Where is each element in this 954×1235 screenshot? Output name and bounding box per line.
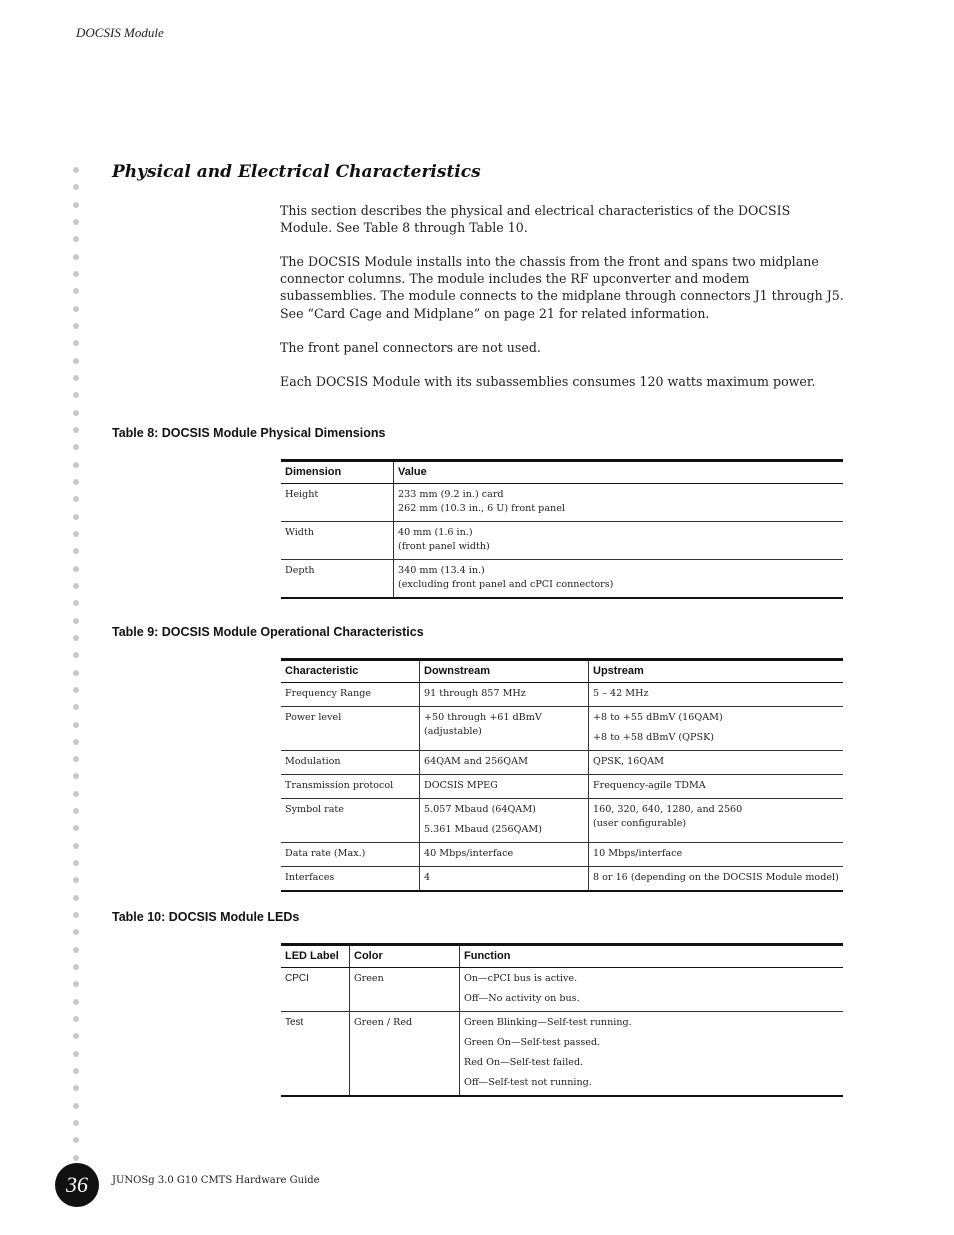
upstream-cell-line: Frequency-agile TDMA [593, 780, 706, 791]
led-function-cell-line: On—cPCI bus is active. [464, 973, 578, 984]
margin-dot-rule [73, 167, 81, 1172]
margin-dot [73, 1033, 79, 1039]
table-row [281, 683, 843, 707]
margin-dot [73, 825, 79, 831]
downstream-cell [420, 799, 589, 843]
downstream-cell-line: (adjustable) [424, 726, 482, 737]
margin-dot [73, 202, 79, 208]
upstream-cell [589, 843, 844, 867]
table-row [281, 707, 843, 751]
upstream-cell [589, 867, 844, 892]
connectors-paragraph: The front panel connectors are not used. [280, 340, 541, 355]
table-row [281, 484, 843, 522]
value-cell-line: 40 mm (1.6 in.) [398, 527, 473, 538]
margin-dot [73, 635, 79, 641]
margin-dot [73, 981, 79, 987]
table10-caption: Table 10: DOCSIS Module LEDs [112, 910, 300, 924]
margin-dot [73, 167, 79, 173]
intro-paragraph: This section describes the physical and electrical characteristics of the DOCSIS Module. See Table 8 through Table 10. [280, 203, 791, 236]
table-row [281, 799, 843, 843]
downstream-cell-line: 5.057 Mbaud (64QAM) [424, 804, 536, 815]
dimension-cell: Depth [281, 560, 394, 599]
margin-dot [73, 1068, 79, 1074]
value-cell [394, 522, 844, 560]
margin-dot [73, 1120, 79, 1126]
table9-header-downstream: Downstream [420, 660, 589, 683]
table10-header-led-label: LED Label [281, 945, 350, 968]
led-label-cell: CPCI [281, 968, 350, 1012]
margin-dot [73, 496, 79, 502]
led-function-cell [460, 1012, 844, 1097]
margin-dot [73, 687, 79, 693]
margin-dot [73, 600, 79, 606]
downstream-cell-line: DOCSIS MPEG [424, 780, 498, 791]
margin-dot [73, 912, 79, 918]
margin-dot [73, 462, 79, 468]
margin-dot [73, 808, 79, 814]
margin-dot [73, 288, 79, 294]
table-row [281, 522, 843, 560]
section-title: Physical and Electrical Characteristics [112, 162, 481, 182]
downstream-cell-line: 40 Mbps/interface [424, 848, 514, 859]
dimension-cell: Height [281, 484, 394, 522]
margin-dot [73, 670, 79, 676]
characteristic-cell: Power level [281, 707, 420, 751]
value-cell-line: (front panel width) [398, 541, 490, 552]
margin-dot [73, 583, 79, 589]
upstream-cell-line: (user configurable) [593, 818, 687, 829]
upstream-cell-line: QPSK, 16QAM [593, 756, 664, 767]
value-cell-line: 340 mm (13.4 in.) [398, 565, 485, 576]
value-cell [394, 484, 844, 522]
downstream-cell-line: 91 through 857 MHz [424, 688, 526, 699]
table-row [281, 867, 843, 892]
margin-dot [73, 444, 79, 450]
downstream-cell-line: 64QAM and 256QAM [424, 756, 528, 767]
upstream-cell-line: 5 – 42 MHz [593, 688, 649, 699]
table-row [281, 560, 843, 599]
upstream-cell [589, 799, 844, 843]
page-number: 36 [55, 1163, 99, 1207]
led-color-cell: Green / Red [350, 1012, 460, 1097]
upstream-cell-line: +8 to +55 dBmV (16QAM) [593, 712, 723, 723]
led-function-cell-line: Green On—Self-test passed. [464, 1037, 601, 1048]
margin-dot [73, 410, 79, 416]
margin-dot [73, 340, 79, 346]
upstream-cell [589, 751, 844, 775]
table9-header-upstream: Upstream [589, 660, 844, 683]
margin-dot [73, 219, 79, 225]
dimension-cell: Width [281, 522, 394, 560]
upstream-cell [589, 775, 844, 799]
table8-physical-dimensions [281, 459, 843, 599]
table8-header-dimension: Dimension [281, 461, 394, 484]
margin-dot [73, 271, 79, 277]
margin-dot [73, 254, 79, 260]
margin-dot [73, 964, 79, 970]
margin-dot [73, 1137, 79, 1143]
margin-dot [73, 722, 79, 728]
margin-dot [73, 1051, 79, 1057]
characteristic-cell: Modulation [281, 751, 420, 775]
margin-dot [73, 531, 79, 537]
table-row [281, 775, 843, 799]
upstream-cell [589, 707, 844, 751]
margin-dot [73, 877, 79, 883]
margin-dot [73, 548, 79, 554]
downstream-cell [420, 843, 589, 867]
table8-caption: Table 8: DOCSIS Module Physical Dimensions [112, 426, 386, 440]
value-cell [394, 560, 844, 599]
value-cell-line: 262 mm (10.3 in., 6 U) front panel [398, 503, 565, 514]
upstream-cell-line: +8 to +58 dBmV (QPSK) [593, 732, 714, 743]
margin-dot [73, 947, 79, 953]
led-function-cell-line: Red On—Self-test failed. [464, 1057, 584, 1068]
margin-dot [73, 479, 79, 485]
table10-header-function: Function [460, 945, 844, 968]
downstream-cell [420, 867, 589, 892]
margin-dot [73, 358, 79, 364]
margin-dot [73, 756, 79, 762]
margin-dot [73, 843, 79, 849]
downstream-cell [420, 775, 589, 799]
table10-header-color: Color [350, 945, 460, 968]
margin-dot [73, 652, 79, 658]
margin-dot [73, 1016, 79, 1022]
table9-caption: Table 9: DOCSIS Module Operational Characteristics [112, 625, 424, 639]
margin-dot [73, 1103, 79, 1109]
margin-dot [73, 739, 79, 745]
led-color-cell: Green [350, 968, 460, 1012]
margin-dot [73, 704, 79, 710]
margin-dot [73, 306, 79, 312]
margin-dot [73, 1155, 79, 1161]
margin-dot [73, 929, 79, 935]
led-function-cell-line: Off—Self-test not running. [464, 1077, 592, 1088]
characteristic-cell: Data rate (Max.) [281, 843, 420, 867]
downstream-cell [420, 751, 589, 775]
table-row [281, 968, 843, 1012]
led-function-cell-line: Green Blinking—Self-test running. [464, 1017, 632, 1028]
led-function-cell [460, 968, 844, 1012]
table8-header-value: Value [394, 461, 844, 484]
characteristic-cell: Interfaces [281, 867, 420, 892]
value-cell-line: (excluding front panel and cPCI connectors) [398, 579, 614, 590]
upstream-cell-line: 8 or 16 (depending on the DOCSIS Module model) [593, 872, 839, 883]
margin-dot [73, 1085, 79, 1091]
margin-dot [73, 791, 79, 797]
characteristic-cell: Transmission protocol [281, 775, 420, 799]
led-label-cell: Test [281, 1012, 350, 1097]
characteristic-cell: Symbol rate [281, 799, 420, 843]
margin-dot [73, 427, 79, 433]
downstream-cell-line: 4 [424, 872, 431, 883]
upstream-cell [589, 683, 844, 707]
margin-dot [73, 860, 79, 866]
downstream-cell [420, 707, 589, 751]
upstream-cell-line: 160, 320, 640, 1280, and 2560 [593, 804, 743, 815]
running-head: DOCSIS Module [76, 25, 164, 40]
margin-dot [73, 184, 79, 190]
table9-operational-characteristics [281, 658, 843, 892]
table10-leds [281, 943, 843, 1097]
margin-dot [73, 514, 79, 520]
margin-dot [73, 375, 79, 381]
margin-dot [73, 895, 79, 901]
led-function-cell-line: Off—No activity on bus. [464, 993, 580, 1004]
margin-dot [73, 618, 79, 624]
downstream-cell-line: +50 through +61 dBmV [424, 712, 542, 723]
downstream-cell [420, 683, 589, 707]
footer-book-title: JUNOSg 3.0 G10 CMTS Hardware Guide [112, 1175, 320, 1186]
margin-dot [73, 566, 79, 572]
margin-dot [73, 773, 79, 779]
margin-dot [73, 999, 79, 1005]
margin-dot [73, 323, 79, 329]
downstream-cell-line: 5.361 Mbaud (256QAM) [424, 824, 542, 835]
table-row [281, 751, 843, 775]
table9-header-characteristic: Characteristic [281, 660, 420, 683]
power-paragraph: Each DOCSIS Module with its subassemblies consumes 120 watts maximum power. [280, 374, 816, 389]
upstream-cell-line: 10 Mbps/interface [593, 848, 683, 859]
characteristic-cell: Frequency Range [281, 683, 420, 707]
installation-paragraph: The DOCSIS Module installs into the chassis from the front and spans two midplane connector columns. The module includes the RF upconverter and modem subassemblies. The module connects to the midplane through connectors J1 through J5. See “Card Cage and Midplane” on page 21 for related information. [280, 254, 844, 321]
margin-dot [73, 236, 79, 242]
margin-dot [73, 392, 79, 398]
table-row [281, 1012, 843, 1097]
value-cell-line: 233 mm (9.2 in.) card [398, 489, 504, 500]
table-row [281, 843, 843, 867]
